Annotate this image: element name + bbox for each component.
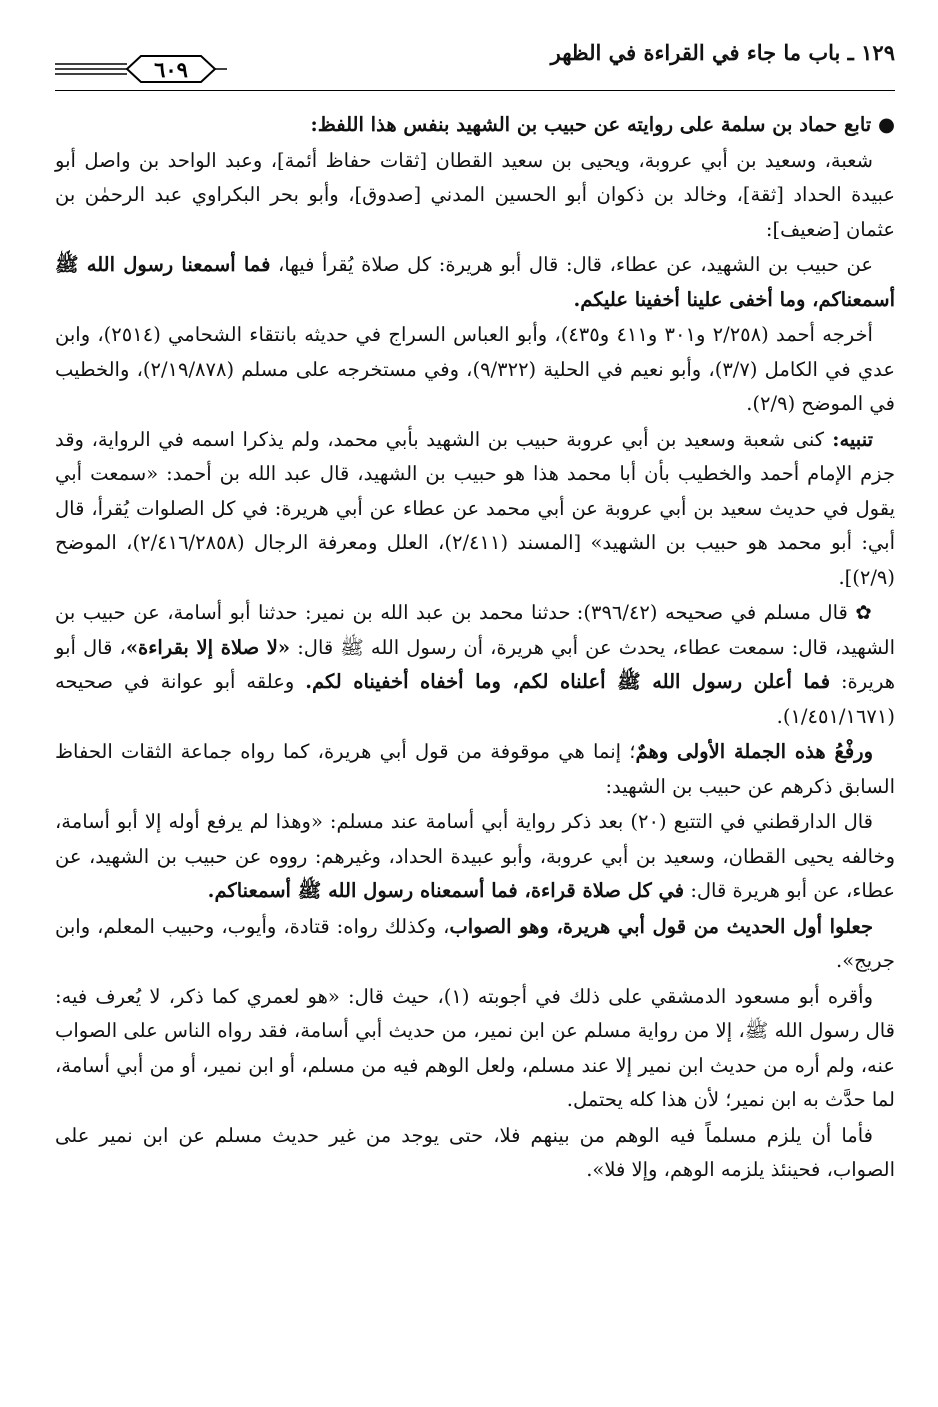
text-run: وعلقه أبو عوانة في صحيحه (١/٤٥١/١٦٧١). [55, 670, 895, 728]
text-run: قال الدارقطني في التتبع (٢٠) بعد ذكر رواية أبي أسامة عند مسلم: «وهذا لم يرفع أوله إلا أبو أسامة، وخالفه يحيى القطان، وسعيد بن أبي عروبة، وأبو عبيدة الحداد، وغيرهم: رووه عن حبيب بن الشهيد، عن عطاء، عن أبو هريرة قال: [55, 810, 895, 902]
text-run: ✿ قال مسلم في صحيحه (٣٩٦/٤٢): حدثنا محمد بن عبد الله بن نمير: حدثنا أبو أسامة، عن حبيب بن الشهيد، قال: سمعت عطاء، يحدث عن أبي هريرة، أن رسول الله ﷺ قال: [55, 601, 895, 659]
text-run: شعبة، وسعيد بن أبي عروبة، ويحيى بن سعيد القطان [ثقات حفاظ أئمة]، وعبد الواحد بن واصل أبو عبيدة الحداد [ثقة]، وخالد بن ذكوان أبو الحسين المدني [صدوق]، وأبو بحر البكراوي عبد الرحمٰن بن عثمان [ضعيف]: [55, 148, 895, 241]
paragraph [55, 108, 895, 143]
paragraph [55, 596, 895, 734]
paragraph [55, 248, 895, 317]
header-rule [55, 90, 895, 91]
bold-text: تنبيه: [824, 427, 874, 451]
paragraph [55, 1119, 895, 1188]
text-run: فأما أن يلزم مسلماً فيه الوهم من بينهم فلا، حتى يوجد من غير حديث مسلم عن ابن نمير على الصواب، فحينئذ يلزمه الوهم، وإلا فلا». [55, 1123, 895, 1181]
page-header [55, 40, 895, 86]
paragraph [55, 423, 895, 596]
bold-text: فما أسمعنا رسول الله ﷺ أسمعناكم، وما أخفى علينا أخفينا عليكم. [55, 253, 895, 311]
text-run: عن حبيب بن الشهيد، عن عطاء، قال: قال أبو هريرة: كل صلاة يُقرأ فيها، [270, 253, 873, 276]
text-run: ؛ إنما هي موقوفة من قول أبي هريرة، كما رواه جماعة الثقات الحفاظ السابق ذكرهم عن حبيب بن الشهيد: [55, 740, 895, 798]
text-run: ، وكذلك رواه: قتادة، وأيوب، وحبيب المعلم، وابن جريج». [55, 914, 895, 972]
page-body [55, 108, 895, 1189]
paragraph [55, 805, 895, 909]
bold-text: في كل صلاة قراءة، فما أسمعناه رسول الله ﷺ أسمعناكم. [207, 879, 685, 902]
text-run: أخرجه أحمد (٢/٢٥٨ و٣٠١ و٤١١ و٤٣٥)، وأبو العباس السراج في حديثه بانتقاء الشحامي (٢٥١٤)، وابن عدي في الكامل (٣/٧)، وأبو نعيم في الحلية (٩/٣٢٢)، وفي مستخرجه على مسلم (٢/١٩/٨٧٨)، والخطيب في الموضح (٢/٩). [55, 323, 895, 415]
page-number-ornament [55, 54, 285, 90]
paragraph [55, 910, 895, 979]
bold-text: «لا صلاة إلا بقراءة» [125, 635, 291, 659]
paragraph [55, 318, 895, 422]
paragraph [55, 980, 895, 1118]
bold-text: ● تابع حماد بن سلمة على روايته عن حبيب بن الشهيد بنفس هذا اللفظ: [310, 113, 895, 136]
text-run: وأقره أبو مسعود الدمشقي على ذلك في أجوبته (١)، حيث قال: «هو لعمري كما ذكر، لا يُعرف فيه: قال رسول الله ﷺ، إلا من رواية مسلم عن ابن نمير، من حديث أبي أسامة، فقد رواه الناس على الصواب عنه، ولم أره من حديث ابن نمير إلا عند مسلم، ولعل الوهم فيه من مسلم، أو ابن نمير، أو من أبي أسامة، لما حدَّث به ابن نمير؛ لأن هذا كله يحتمل. [55, 984, 896, 1111]
page-number: ٦٠٩ [154, 57, 188, 82]
bold-text: جعلوا أول الحديث من قول أبي هريرة، وهو الصواب [449, 914, 874, 938]
text-run: كنى شعبة وسعيد بن أبي عروبة حبيب بن الشهيد بأبي محمد، ولم يذكرا اسمه في الرواية، وقد جزم الإمام أحمد والخطيب بأن أبا محمد هذا هو حبيب بن الشهيد، قال عبد الله بن أحمد: «سمعت أبي يقول في حديث سعيد بن أبي عروبة عن أبي محمد عن عطاء عن أبي هريرة: في كل الصلوات يُقرأ، قال أبي: أبو محمد هو حبيب بن الشهيد» [المسند (٢/٤١١)، العلل ومعرفة الرجال (٢/٤١٦/٢٨٥٨)، الموضح (٢/٩)]. [55, 427, 895, 589]
bold-text: ورفْعُ هذه الجملة الأولى وهمٌ [635, 740, 873, 763]
text-run: ، قال أبو هريرة: [55, 635, 895, 693]
book-page [55, 40, 895, 1360]
page-number-frame-icon [55, 54, 285, 90]
paragraph [55, 144, 895, 248]
paragraph [55, 735, 895, 804]
bold-text: فما أعلن رسول الله ﷺ أعلناه لكم، وما أخفاه أخفيناه لكم. [305, 670, 831, 693]
chapter-title: ١٢٩ ـ باب ما جاء في القراءة في الظهر [550, 40, 895, 65]
